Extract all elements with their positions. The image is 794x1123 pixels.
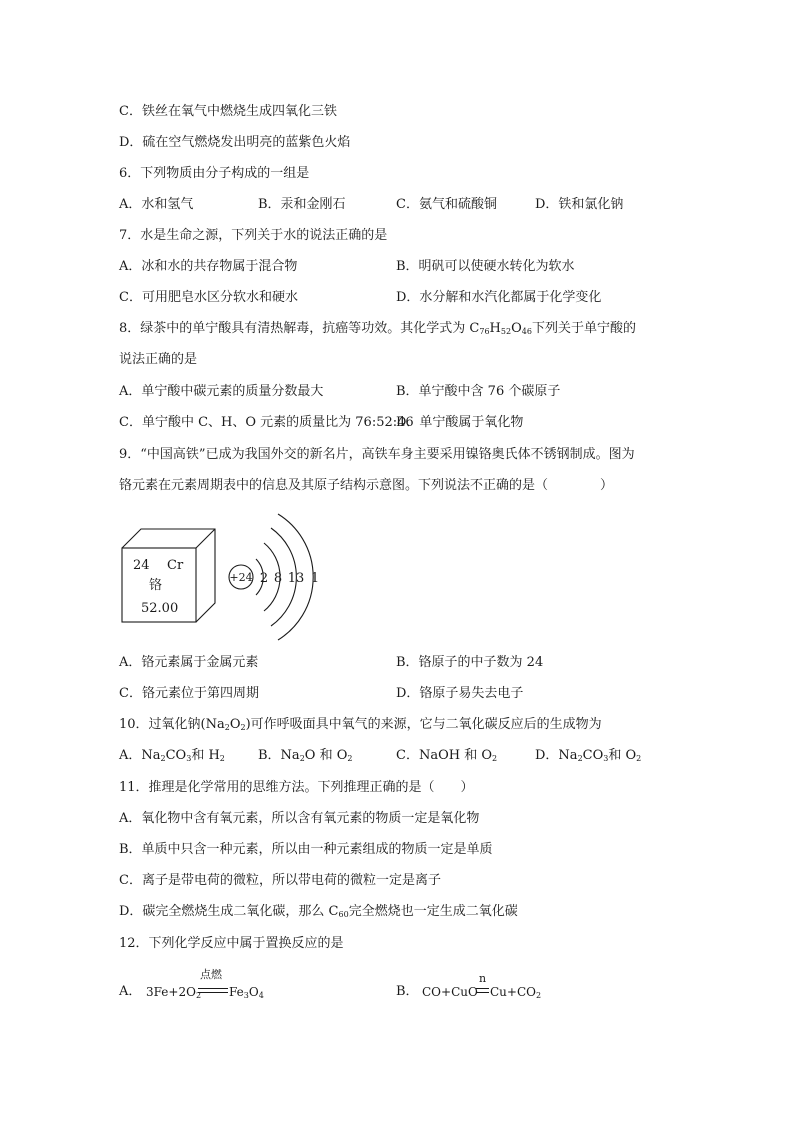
q10-d-s2: 3 bbox=[603, 754, 609, 763]
shell-2-electrons: 8 bbox=[273, 571, 283, 586]
q9-option-a: A．铬元素属于金属元素 bbox=[119, 655, 259, 670]
element-cell-edge bbox=[196, 529, 215, 548]
q12-b-condition: n bbox=[479, 972, 487, 985]
chromium-figure bbox=[119, 512, 329, 646]
q10-d-p2: CO bbox=[582, 748, 604, 763]
element-name: 铬 bbox=[149, 578, 163, 593]
q8-option-a: A．单宁酸中碳元素的质量分数最大 bbox=[119, 384, 324, 399]
q10-c-p1: C．NaOH 和 O bbox=[396, 748, 492, 763]
q10-b-s2: 2 bbox=[347, 754, 353, 763]
q12-a-rhs bbox=[229, 985, 264, 999]
q5-option-d: D．硫在空气燃烧发出明亮的蓝紫色火焰 bbox=[119, 135, 351, 150]
q10-d-p3: 和 O bbox=[608, 748, 637, 763]
q12-a-rhs-sub1: 3 bbox=[243, 991, 249, 1000]
q12-a-condition: 点燃 bbox=[200, 968, 222, 981]
q11-option-b: B．单质中只含一种元素，所以由一种元素组成的物质一定是单质 bbox=[119, 842, 493, 857]
q12-a-rhs-sub2: 4 bbox=[258, 991, 264, 1000]
q6-option-c: C．氨气和硫酸铜 bbox=[396, 197, 497, 212]
q10-a-p2: CO bbox=[165, 748, 187, 763]
q8-stem bbox=[119, 321, 636, 337]
q6-option-a: A．水和氢气 bbox=[119, 197, 194, 212]
q12-b-label: B． bbox=[396, 984, 419, 999]
q9-option-c: C．铬元素位于第四周期 bbox=[119, 686, 259, 701]
element-symbol: Cr bbox=[167, 558, 184, 573]
q12-b-rhs-text: Cu+CO bbox=[490, 985, 536, 999]
q12-b-rhs bbox=[490, 985, 541, 999]
q10-a-p3: 和 H bbox=[191, 748, 220, 763]
q10-c-s1: 2 bbox=[492, 754, 498, 763]
q8-option-b: B．单宁酸中含 76 个碳原子 bbox=[396, 384, 561, 399]
q10-stem-text: 10．过氧化钠(Na bbox=[119, 717, 225, 732]
q10-a-s2: 3 bbox=[186, 754, 192, 763]
q12-stem: 12．下列化学反应中属于置换反应的是 bbox=[119, 936, 344, 951]
q10-a-s1: 2 bbox=[160, 754, 166, 763]
q8-stem-line2: 说法正确的是 bbox=[119, 352, 198, 367]
q10-stem-sub1: 2 bbox=[224, 723, 230, 732]
shell-3-electrons: 13 bbox=[287, 571, 305, 586]
q7-option-c: C．可用肥皂水区分软水和硬水 bbox=[119, 290, 298, 305]
q11-d-tail: 完全燃烧也一定生成二氧化碳 bbox=[348, 904, 518, 919]
q12-a-rhs-o: O bbox=[248, 985, 259, 999]
q10-d-s3: 2 bbox=[636, 754, 642, 763]
q10-d-p1: D．Na bbox=[535, 748, 578, 763]
q6-option-d: D．铁和氯化钠 bbox=[535, 197, 624, 212]
q8-hydrogen-count: 52 bbox=[500, 327, 512, 336]
q8-option-d: D．单宁酸属于氧化物 bbox=[396, 415, 524, 430]
q10-stem-o: O bbox=[229, 717, 241, 732]
q7-stem: 7．水是生命之源，下列关于水的说法正确的是 bbox=[119, 228, 388, 243]
q10-option-b bbox=[258, 748, 352, 764]
q8-hydrogen: H bbox=[489, 321, 501, 336]
q11-option-a: A．氧化物中含有氧元素，所以含有氧元素的物质一定是氧化物 bbox=[119, 811, 480, 826]
q12-a-rhs-fe: Fe bbox=[229, 985, 244, 999]
shell-4-electrons: 1 bbox=[310, 571, 320, 586]
q9-option-d: D．铬原子易失去电子 bbox=[396, 686, 524, 701]
q8-oxygen: O bbox=[511, 321, 522, 336]
q8-stem-text: 8．绿茶中的单宁酸具有清热解毒，抗癌等功效。其化学式为 C bbox=[119, 321, 480, 336]
q12-b-rhs-sub: 2 bbox=[535, 991, 542, 1000]
q8-option-c: C．单宁酸中 C、H、O 元素的质量比为 76:52:46 bbox=[119, 415, 414, 430]
q11-d-sub: 60 bbox=[338, 910, 349, 919]
q10-a-s3: 2 bbox=[219, 754, 225, 763]
q11-option-d bbox=[119, 904, 518, 920]
q10-b-p1: B．Na bbox=[258, 748, 300, 763]
q12-a-label: A． bbox=[119, 984, 142, 999]
q10-option-d bbox=[535, 748, 641, 764]
q9-stem-line1: 9．“中国高铁”已成为我国外交的新名片，高铁车身主要采用镍铬奥氏体不锈钢制成。图为 bbox=[119, 447, 635, 462]
q9-option-b: B．铬原子的中子数为 24 bbox=[396, 655, 544, 670]
q10-b-p2: O 和 O bbox=[304, 748, 348, 763]
q7-option-b: B．明矾可以使硬水转化为软水 bbox=[396, 259, 575, 274]
q11-stem: 11．推理是化学常用的思维方法。下列推理正确的是（ ） bbox=[119, 780, 474, 795]
q8-oxygen-count: 46 bbox=[521, 327, 532, 336]
q12-a-lhs-text: 3Fe+2O bbox=[146, 985, 196, 999]
shell-1-electrons: 2 bbox=[259, 571, 269, 586]
q12-a-equals-sign bbox=[198, 988, 228, 993]
q10-stem-sub2: 2 bbox=[240, 723, 246, 732]
q12-b-lhs: CO+CuO bbox=[422, 985, 478, 999]
q11-d-text: D．碳完全燃烧生成二氧化碳，那么 C bbox=[119, 904, 339, 919]
element-atomic-mass: 52.00 bbox=[141, 601, 179, 616]
element-atomic-number: 24 bbox=[133, 558, 150, 573]
q10-stem bbox=[119, 717, 602, 733]
chromium-figure-svg bbox=[119, 512, 329, 642]
q8-carbon-count: 76 bbox=[479, 327, 490, 336]
q7-option-a: A．冰和水的共存物属于混合物 bbox=[119, 259, 298, 274]
q10-b-s1: 2 bbox=[299, 754, 305, 763]
q6-option-b: B．汞和金刚石 bbox=[258, 197, 346, 212]
q10-d-s1: 2 bbox=[577, 754, 583, 763]
nucleus-charge: +24 bbox=[229, 571, 253, 584]
q12-b-equals-sign bbox=[476, 988, 489, 993]
q12-a-lhs-sub: 2 bbox=[195, 991, 202, 1000]
q7-option-d: D．水分解和水汽化都属于化学变化 bbox=[396, 290, 602, 305]
q5-option-c: C．铁丝在氧气中燃烧生成四氧化三铁 bbox=[119, 104, 337, 119]
q6-stem: 6．下列物质由分子构成的一组是 bbox=[119, 166, 310, 181]
q9-stem-line2: 铬元素在元素周期表中的信息及其原子结构示意图。下列说法不正确的是（ ） bbox=[119, 478, 614, 493]
q12-a-lhs bbox=[146, 985, 201, 999]
q10-option-a bbox=[119, 748, 225, 764]
q8-stem-tail: 下列关于单宁酸的 bbox=[531, 321, 636, 336]
q10-stem-tail: )可作呼吸面具中氧气的来源，它与二氧化碳反应后的生成物为 bbox=[245, 717, 602, 732]
q11-option-c: C．离子是带电荷的微粒，所以带电荷的微粒一定是离子 bbox=[119, 873, 441, 888]
q10-option-c bbox=[396, 748, 497, 764]
q10-a-p1: A．Na bbox=[119, 748, 161, 763]
